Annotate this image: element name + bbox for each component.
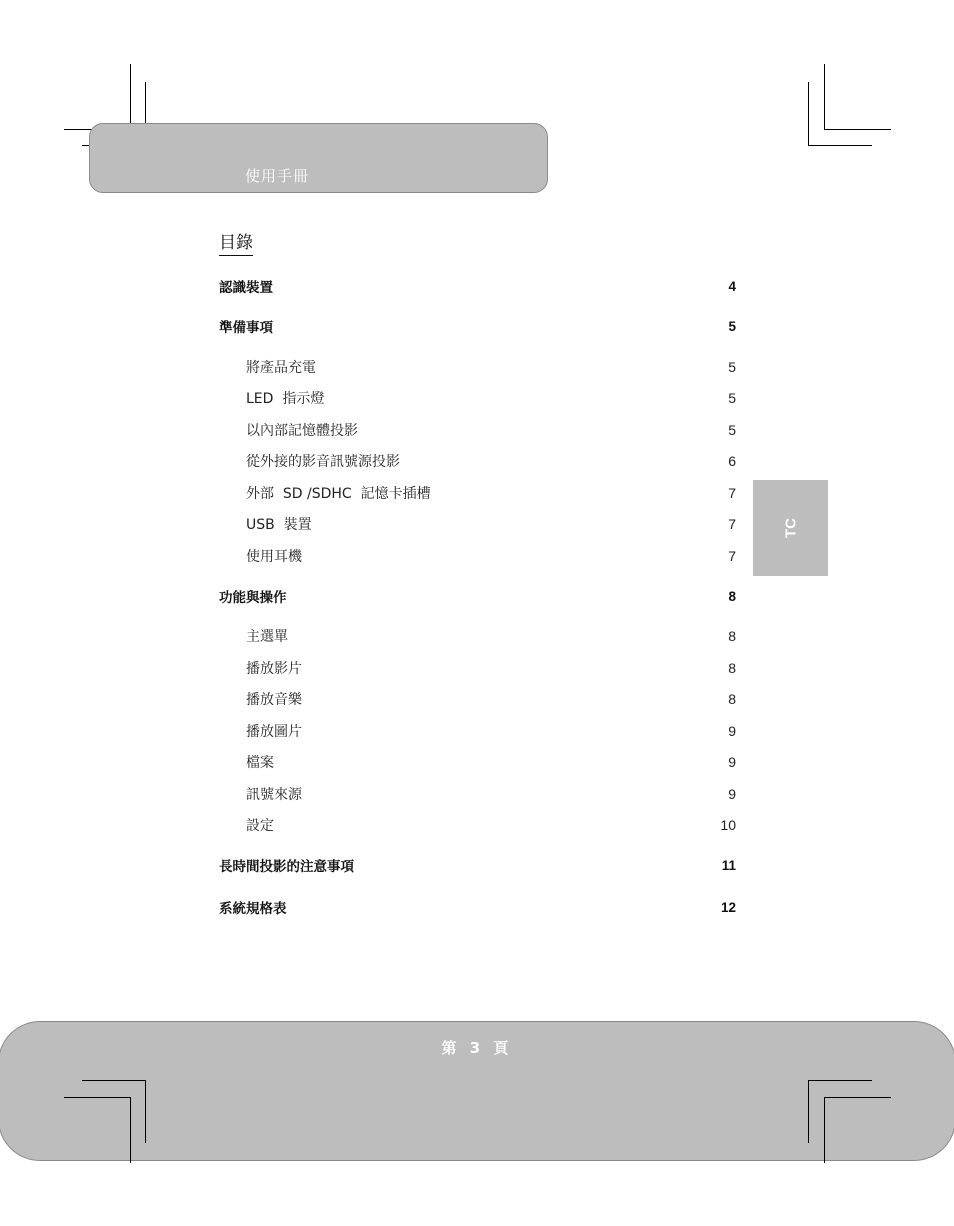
toc-entry-page: 7 <box>728 516 736 532</box>
toc-entry-page: 7 <box>728 548 736 564</box>
crop-mark <box>130 1097 131 1163</box>
toc-entry-page: 6 <box>728 453 736 469</box>
toc-entry-page: 8 <box>728 691 736 707</box>
toc-entry-page: 9 <box>728 723 736 739</box>
crop-mark <box>808 82 809 146</box>
toc-entry-page: 4 <box>728 278 736 294</box>
toc-entry-page: 8 <box>728 628 736 644</box>
toc-entry-label: 主選單 <box>246 629 288 645</box>
header-tab <box>89 123 548 193</box>
toc-entry-label: 設定 <box>246 818 274 834</box>
crop-mark <box>82 1080 146 1081</box>
toc-entry[interactable] <box>219 276 736 296</box>
toc-entry-label: 檔案 <box>246 755 274 771</box>
crop-mark <box>824 1097 891 1098</box>
toc-entry-label: 使用耳機 <box>246 549 302 565</box>
crop-mark <box>824 64 825 130</box>
language-tab <box>753 480 828 576</box>
toc-entry-label: 播放影片 <box>246 661 302 677</box>
toc-entry[interactable] <box>246 721 736 741</box>
toc-entry[interactable] <box>219 316 736 336</box>
toc-entry[interactable] <box>219 897 736 917</box>
toc-entry-page: 11 <box>721 857 736 873</box>
toc-entry[interactable] <box>219 855 736 875</box>
toc-entry-page: 10 <box>720 817 736 833</box>
toc-entry[interactable] <box>246 451 736 471</box>
toc-entry[interactable] <box>246 420 736 440</box>
toc-entry[interactable] <box>219 586 736 606</box>
crop-mark <box>808 1080 809 1143</box>
toc-entry-label: 系統規格表 <box>219 901 287 917</box>
toc-entry-page: 5 <box>728 318 736 334</box>
toc-entry-page: 9 <box>728 786 736 802</box>
toc-entry-page: 5 <box>728 359 736 375</box>
toc-entry-label: 功能與操作 <box>219 590 287 606</box>
toc-entry-label: 播放圖片 <box>246 724 302 740</box>
toc-entry-label: 將產品充電 <box>246 360 316 376</box>
crop-mark <box>808 1080 872 1081</box>
toc-entry-label: 播放音樂 <box>246 692 302 708</box>
toc-entry-label: 外部 SD /SDHC 記憶卡插槽 <box>246 486 431 502</box>
toc-entry-label: 訊號來源 <box>246 787 302 803</box>
toc-entry[interactable] <box>246 626 736 646</box>
header-title: 使用手冊 <box>245 167 310 185</box>
language-tab-label: TC <box>782 518 799 538</box>
toc-entry[interactable] <box>246 514 736 534</box>
toc-entry[interactable] <box>246 483 736 503</box>
toc-entry[interactable] <box>246 658 736 678</box>
toc-entry-page: 8 <box>728 660 736 676</box>
crop-mark <box>824 1097 825 1163</box>
crop-mark <box>808 145 872 146</box>
toc-entry-label: LED 指示燈 <box>246 391 325 407</box>
toc-entry-page: 5 <box>728 422 736 438</box>
page-number: 第 3 頁 <box>441 1039 513 1057</box>
crop-mark <box>64 1097 130 1098</box>
toc-entry-page: 5 <box>728 390 736 406</box>
toc-entry-page: 7 <box>728 485 736 501</box>
toc-entry-label: USB 裝置 <box>246 517 312 533</box>
toc-entry-label: 以內部記憶體投影 <box>246 423 358 439</box>
crop-mark <box>145 1080 146 1143</box>
crop-mark <box>130 64 131 130</box>
crop-mark <box>824 129 891 130</box>
toc-entry-label: 準備事項 <box>219 320 273 336</box>
toc-heading: 目錄 <box>219 233 253 256</box>
toc-entry[interactable] <box>246 752 736 772</box>
toc-entry[interactable] <box>246 689 736 709</box>
toc-entry[interactable] <box>246 815 736 835</box>
toc-entry-label: 認識裝置 <box>219 280 273 296</box>
toc-entry[interactable] <box>246 784 736 804</box>
toc-entry-page: 12 <box>720 899 736 915</box>
toc-entry-label: 從外接的影音訊號源投影 <box>246 454 400 470</box>
toc-entry[interactable] <box>246 388 736 408</box>
toc-entry-page: 9 <box>728 754 736 770</box>
toc-entry-label: 長時間投影的注意事項 <box>219 859 354 875</box>
toc-entry[interactable] <box>246 357 736 377</box>
toc-entry[interactable] <box>246 546 736 566</box>
toc-entry-page: 8 <box>728 588 736 604</box>
